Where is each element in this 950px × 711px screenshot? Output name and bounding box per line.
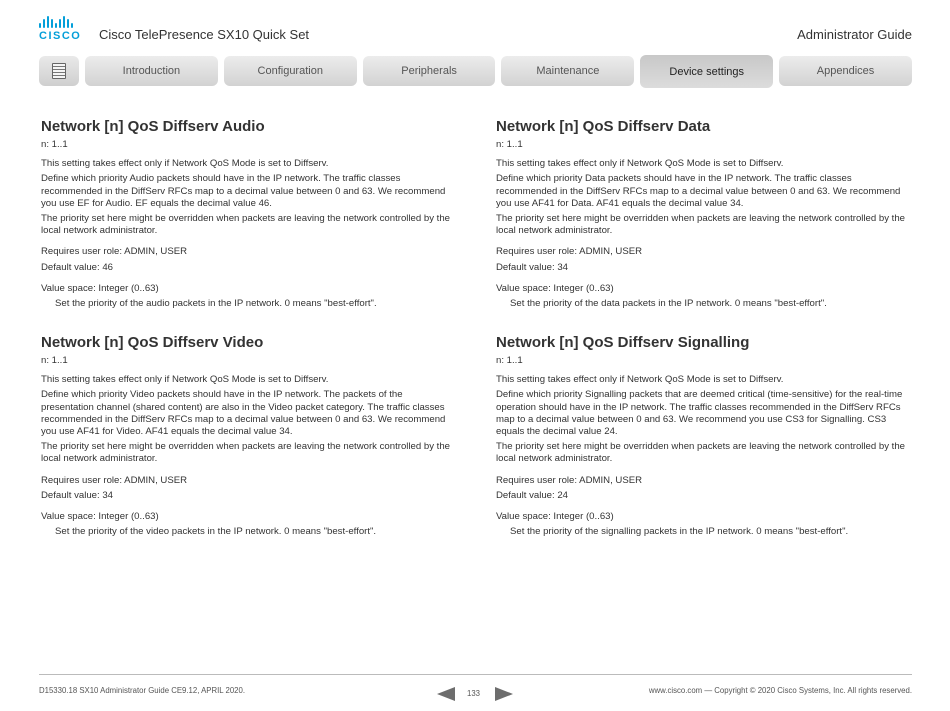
value-space: Value space: Integer (0..63) (41, 511, 159, 523)
setting-description: Define which priority Signalling packets that are deemed critical (time-sensitive) for the real-time operation should have in the IP network. The traffic classes recommended in the DiffServ RFCs map to a decimal value between 0 and 63. We recommend you use CS3 for Signalling. CS3 equals the decimal value 24. (496, 389, 903, 438)
setting-description: Define which priority Data packets should have in the IP network. The traffic classes recommended in the DiffServ RFCs map to a decimal value between 0 and 63. We recommend you use AF41 for Data. AF41 equals the decimal value 34. (496, 173, 901, 209)
default-value: Default value: 34 (496, 261, 568, 273)
tab-introduction[interactable]: Introduction (85, 56, 218, 86)
setting-note: This setting takes effect only if Network QoS Mode is set to Diffserv. (41, 158, 329, 170)
setting-override-note: The priority set here might be overridden when packets are leaving the network controlled by the local network administrator. (41, 441, 451, 465)
setting-note: This setting takes effect only if Network QoS Mode is set to Diffserv. (41, 374, 329, 386)
value-space: Value space: Integer (0..63) (496, 282, 614, 294)
setting-override-note: The priority set here might be overridden when packets are leaving the network controlled by the local network administrator. (496, 441, 906, 465)
tab-configuration[interactable]: Configuration (224, 56, 357, 86)
document-title: Cisco TelePresence SX10 Quick Set (99, 27, 310, 42)
user-role: Requires user role: ADMIN, USER (41, 246, 188, 258)
tab-bar (39, 56, 912, 86)
page-header (0, 0, 950, 52)
footer-document-id: D15330.18 SX10 Administrator Guide CE9.12, APRIL 2020. (39, 686, 246, 695)
section-data (496, 118, 908, 310)
user-role: Requires user role: ADMIN, USER (496, 246, 643, 258)
section-title: Network [n] QoS Diffserv Audio (41, 118, 265, 135)
previous-page-icon[interactable] (437, 687, 455, 701)
cisco-logo (39, 16, 85, 42)
tab-contents[interactable] (39, 56, 79, 86)
page-navigation (437, 686, 517, 702)
value-space-description: Set the priority of the audio packets in the IP network. 0 means "best-effort". (55, 298, 377, 310)
guide-title: Administrator Guide (797, 27, 912, 42)
index-range: n: 1..1 (41, 355, 68, 366)
section-video (41, 334, 453, 538)
setting-description: Define which priority Video packets should have in the IP network. The packets of the presentation channel (shared content) are also in the Video packet category. The traffic classes recommended in the DiffServ RFCs map to a decimal value between 0 and 63. We recommend you use AF41 for Video. AF41 equals the decimal value 34. (41, 389, 446, 438)
section-title: Network [n] QoS Diffserv Video (41, 334, 264, 351)
index-range: n: 1..1 (496, 139, 523, 150)
index-range: n: 1..1 (496, 355, 523, 366)
section-audio (41, 118, 453, 310)
value-space: Value space: Integer (0..63) (41, 282, 159, 294)
setting-note: This setting takes effect only if Network QoS Mode is set to Diffserv. (496, 374, 784, 386)
setting-override-note: The priority set here might be overridden when packets are leaving the network controlled by the local network administrator. (496, 213, 906, 237)
section-signalling (496, 334, 908, 538)
setting-override-note: The priority set here might be overridden when packets are leaving the network controlled by the local network administrator. (41, 213, 451, 237)
tab-maintenance[interactable]: Maintenance (501, 56, 634, 86)
value-space-description: Set the priority of the data packets in the IP network. 0 means "best-effort". (510, 298, 827, 310)
setting-note: This setting takes effect only if Network QoS Mode is set to Diffserv. (496, 158, 784, 170)
page-number: 133 (467, 689, 481, 698)
cisco-logo-bars-icon (39, 16, 85, 28)
section-title: Network [n] QoS Diffserv Signalling (496, 334, 750, 351)
tab-peripherals[interactable]: Peripherals (363, 56, 496, 86)
footer-copyright: www.cisco.com — Copyright © 2020 Cisco Systems, Inc. All rights reserved. (648, 686, 912, 695)
user-role: Requires user role: ADMIN, USER (41, 474, 188, 486)
value-space: Value space: Integer (0..63) (496, 511, 614, 523)
default-value: Default value: 46 (41, 261, 113, 273)
value-space-description: Set the priority of the signalling packets in the IP network. 0 means "best-effort". (510, 526, 849, 538)
footer-divider (39, 674, 912, 675)
default-value: Default value: 34 (41, 489, 113, 501)
setting-description: Define which priority Audio packets should have in the IP network. The traffic classes recommended in the DiffServ RFCs map to a decimal value between 0 and 63. We recommend you use EF for Audio. EF equals the decimal value 46. (41, 173, 446, 209)
section-title: Network [n] QoS Diffserv Data (496, 118, 711, 135)
logo-wordmark: CISCO (39, 30, 82, 42)
document-list-icon (52, 63, 66, 79)
index-range: n: 1..1 (41, 139, 68, 150)
default-value: Default value: 24 (496, 489, 568, 501)
user-role: Requires user role: ADMIN, USER (496, 474, 643, 486)
tab-appendices[interactable]: Appendices (779, 56, 912, 86)
tab-device-settings[interactable]: Device settings (640, 55, 773, 88)
next-page-icon[interactable] (495, 687, 513, 701)
value-space-description: Set the priority of the video packets in the IP network. 0 means "best-effort". (55, 526, 377, 538)
